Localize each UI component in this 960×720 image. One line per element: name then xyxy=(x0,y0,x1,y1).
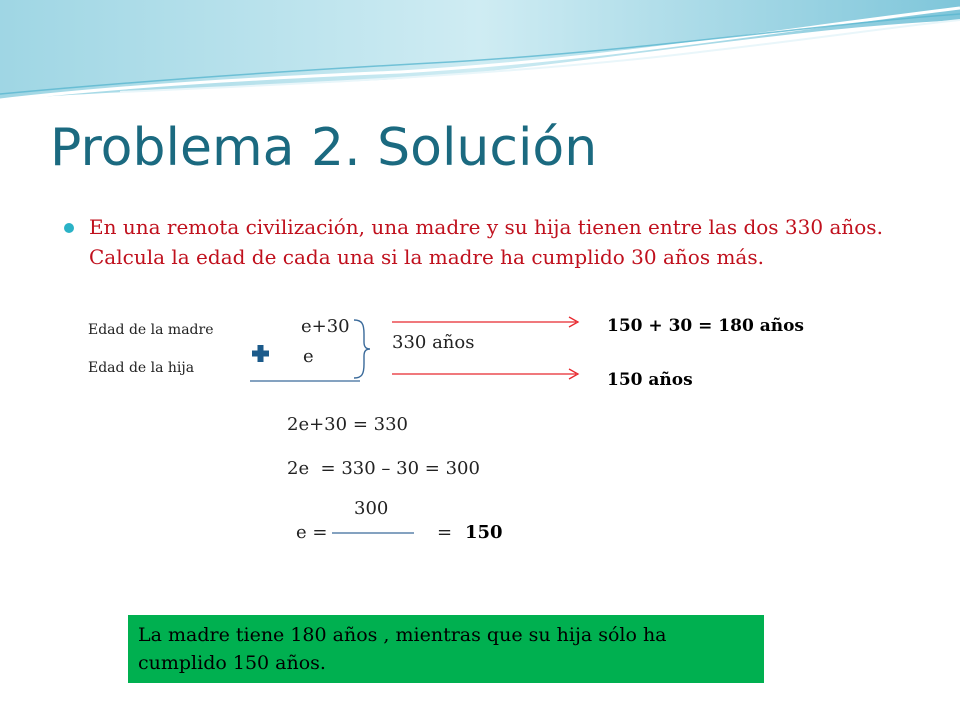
brace-icon xyxy=(352,318,372,380)
sum-underline xyxy=(248,378,363,384)
conclusion-box xyxy=(128,615,764,683)
fraction-equals: = xyxy=(437,522,453,543)
total-years: 330 años xyxy=(392,332,475,353)
equation-2: 2e = 330 – 30 = 300 xyxy=(287,458,480,479)
result-hija: 150 años xyxy=(607,370,693,390)
label-hija: Edad de la hija xyxy=(88,360,195,376)
fraction-bar xyxy=(330,530,416,536)
result-madre: 150 + 30 = 180 años xyxy=(607,316,804,336)
expr-hija: e xyxy=(303,346,314,367)
label-madre: Edad de la madre xyxy=(88,322,214,338)
conclusion-text: La madre tiene 180 años , mientras que su hija sólo ha cumplido 150 años. xyxy=(138,624,667,674)
plus-icon xyxy=(252,345,269,362)
fraction-result: 150 xyxy=(465,522,503,543)
result-arrows xyxy=(390,314,582,384)
slide-title: Problema 2. Solución xyxy=(50,118,598,178)
equation-1: 2e+30 = 330 xyxy=(287,414,408,435)
fraction-numerator: 300 xyxy=(354,498,389,519)
header-wave-decoration xyxy=(0,0,960,110)
bullet-icon xyxy=(64,223,74,233)
expr-madre: e+30 xyxy=(301,316,350,337)
problem-statement: En una remota civilización, una madre y su hija tienen entre las dos 330 años. Calcula la edad de cada una si la madre ha cumplido 30 años más. xyxy=(89,215,883,269)
fraction-lhs: e = xyxy=(296,522,328,543)
